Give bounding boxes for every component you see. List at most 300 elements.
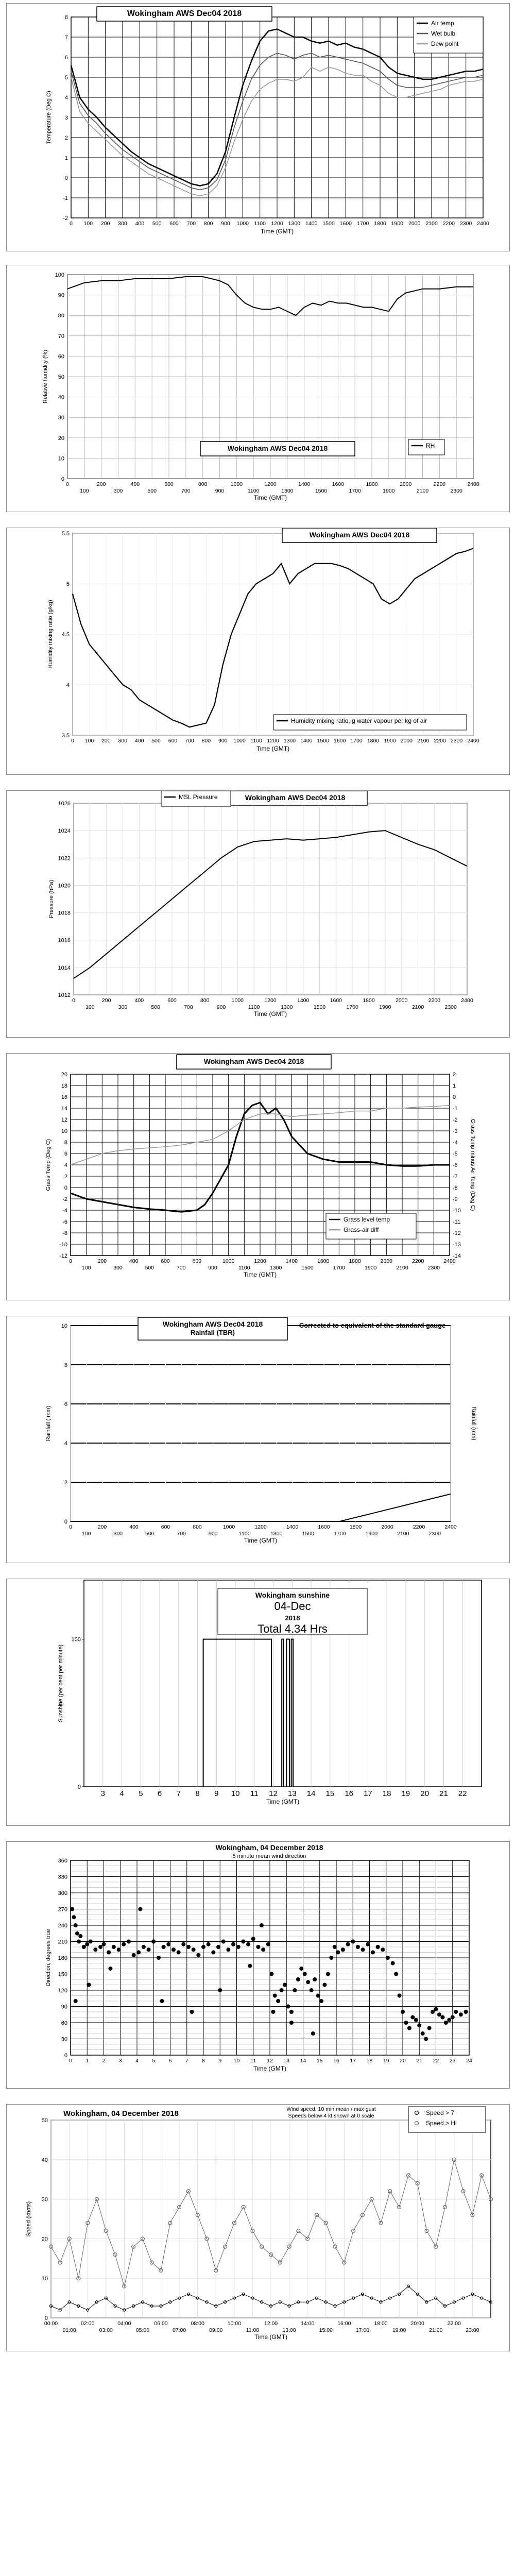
data-point [326,1972,330,1976]
data-point [386,1956,390,1960]
x-tick-label: 3 [118,2058,122,2064]
x-tick-label: 1100 [238,1265,250,1271]
x-tick-label: 03:00 [99,2327,113,2333]
x-tick-label: 1400 [298,481,311,487]
y-tick-label: 1 [64,155,68,161]
x-tick-label: 4 [135,2058,139,2064]
y-tick-label: 100 [55,272,64,278]
data-point [311,2031,315,2036]
x-tick-label: 0 [70,221,73,227]
humidity-chart-panel [6,265,510,512]
x-tick-label: 2300 [444,1004,457,1010]
data-point [112,1945,116,1949]
y-tick-label: 4 [64,1440,67,1447]
x-tick-label: 1400 [300,738,313,744]
x-tick-label: 300 [118,1004,128,1010]
x-tick-label: 1800 [374,221,386,227]
x-tick-label: 400 [130,481,140,487]
data-point [136,1951,141,1955]
data-point [319,1999,323,2003]
data-point [401,2010,405,2014]
x-tick-label: 19 [401,1789,410,1798]
x-tick-label: 600 [161,1258,170,1264]
x-tick-label: 09:00 [209,2327,223,2333]
x-tick-label: 00:00 [44,2320,58,2327]
x-tick-label: 1400 [305,221,318,227]
x-tick-label: 6 [157,1789,162,1798]
data-point [404,2021,408,2025]
x-axis-label: Time (GMT) [253,1010,287,1018]
x-tick-label: 1700 [346,1004,358,1010]
x-tick-label: 300 [118,738,128,744]
x-tick-label: 500 [147,488,157,494]
x-tick-label: 400 [135,221,145,227]
wind-direction-chart [7,1842,509,2088]
y-tick-label: 2 [64,135,68,141]
data-point [427,2026,432,2030]
x-tick-label: 10 [231,1789,240,1798]
data-point [447,2018,451,2022]
x-tick-label: 900 [215,488,225,494]
y-tick-label: 150 [58,1971,67,1978]
y-tick-label: 8 [64,14,68,21]
chart-subtitle: Rainfall (TBR) [191,1329,235,1336]
legend-label: Grass-air diff [344,1226,379,1233]
y-right-tick-label: -4 [453,1140,458,1146]
data-point [303,1972,307,1976]
y-tick-label: 14 [61,1106,67,1112]
y-right-axis-label: Grass Temp minus Air Temp (Deg C) [470,1118,476,1211]
x-tick-label: 3 [100,1789,105,1798]
x-tick-label: 1 [85,2058,89,2064]
x-tick-label: 500 [151,1004,160,1010]
rainfall-chart [7,1316,509,1563]
data-point [151,1940,156,1944]
x-tick-label: 1000 [231,997,244,1004]
data-point [147,1947,151,1952]
x-tick-label: 08:00 [191,2320,204,2327]
x-tick-label: 02:00 [81,2320,95,2327]
x-tick-label: 2400 [443,1258,456,1264]
data-point [437,2012,441,2016]
y-right-tick-label: -1 [453,1106,458,1112]
data-point [107,1951,111,1955]
x-tick-label: 0 [71,738,74,744]
data-point [266,1942,270,1946]
x-tick-label: 2100 [411,1004,424,1010]
x-tick-label: 900 [221,221,230,227]
x-tick-label: 800 [198,481,208,487]
y-right-tick-label: -11 [453,1219,461,1225]
data-point [283,1983,287,1987]
x-tick-label: 2100 [397,1531,409,1537]
x-tick-label: 2000 [400,738,413,744]
x-tick-label: 1300 [288,221,301,227]
chart-title: Wokingham AWS Dec04 2018 [309,531,410,539]
x-tick-label: 0 [69,1258,72,1264]
y-tick-label: 10 [58,455,64,462]
legend-label: Speed > 7 [426,2109,455,2116]
y-right-tick-label: -6 [453,1162,458,1168]
data-point [192,1947,196,1952]
x-tick-label: 700 [181,488,191,494]
y-tick-label: 60 [58,353,64,360]
data-point [280,1988,284,1992]
data-point [444,2021,448,2025]
data-point [122,1942,126,1946]
x-tick-label: 23:00 [466,2327,479,2333]
y-tick-label: -8 [62,1230,67,1236]
year-label: 2018 [285,1614,300,1622]
y-tick-label: 300 [58,1890,67,1896]
x-axis-label: Time (GMT) [260,228,294,235]
y-tick-label: 3.5 [61,733,70,739]
x-tick-label: 6 [168,2058,172,2064]
x-tick-label: 2100 [425,221,438,227]
data-point [421,2031,425,2036]
y-axis-label: Direction, degrees true [45,1929,52,1987]
total-label: Total 4.34 Hrs [258,1622,328,1635]
x-tick-label: 1100 [248,1004,260,1010]
data-point [424,2037,428,2041]
data-point [306,1980,310,1984]
chart-annotation: Corrected to equivalent of the standard gauge [299,1321,446,1329]
data-point [361,1947,365,1952]
y-right-tick-label: 1 [453,1083,456,1089]
sunshine-chart-panel [6,1579,510,1826]
data-point [201,1945,205,1949]
x-axis-label: Time (GMT) [256,745,290,752]
x-tick-label: 04:00 [117,2320,131,2327]
y-tick-label: -6 [62,1219,67,1225]
y-tick-label: 0 [64,1185,67,1191]
x-tick-label: 1600 [333,738,346,744]
data-point [226,1947,230,1952]
x-tick-label: 1100 [254,221,266,227]
x-axis-label: Time (GMT) [244,1537,278,1544]
y-tick-label: 80 [58,313,64,319]
x-tick-label: 15 [325,1789,335,1798]
x-tick-label: 700 [186,221,196,227]
data-point [454,2010,458,2014]
legend-label: MSL Pressure [179,793,218,801]
y-tick-label: 90 [58,292,64,299]
y-axis-label: Temperature (Deg C) [46,91,52,144]
data-point [289,2010,294,2014]
x-tick-label: 1700 [349,488,361,494]
x-tick-label: 1900 [365,1531,377,1537]
x-tick-label: 200 [97,1258,107,1264]
x-tick-label: 200 [101,997,111,1004]
y-tick-label: 40 [41,2157,48,2163]
x-tick-label: 2200 [442,221,455,227]
y-tick-label: -12 [59,1253,67,1259]
y-axis-label: Speed (knots) [26,2201,32,2237]
x-tick-label: 1900 [391,221,404,227]
x-tick-label: 600 [164,481,174,487]
data-point [102,1942,106,1946]
data-point [251,1937,255,1941]
y-tick-label: 30 [41,2196,48,2203]
x-tick-label: 06:00 [154,2320,168,2327]
x-tick-label: 500 [152,221,162,227]
y-tick-label: 0 [44,2315,48,2321]
data-point [407,2026,411,2030]
y-right-tick-label: -10 [453,1208,461,1214]
data-point [398,1994,402,1998]
legend-label: Dew point [431,40,459,47]
x-tick-label: 900 [208,1265,217,1271]
y-tick-label: 0 [64,2053,67,2059]
x-tick-label: 500 [145,1265,154,1271]
x-tick-label: 400 [129,1524,139,1530]
rainfall-chart-panel [6,1316,510,1563]
legend-label: Wet bulb [431,30,456,37]
x-tick-label: 1400 [286,1524,299,1530]
x-tick-label: 800 [203,221,213,227]
grass-temp-chart-panel [6,1053,510,1300]
x-tick-label: 1900 [379,1004,391,1010]
data-point [261,1947,265,1952]
x-tick-label: 2000 [408,221,421,227]
data-point [246,1942,250,1946]
x-tick-label: 1500 [301,1265,314,1271]
y-axis-label: Sunshine (per cent per minute) [58,1644,64,1723]
y-tick-label: 240 [58,1923,67,1929]
x-axis-label: Time (GMT) [253,494,287,501]
x-tick-label: 700 [185,738,194,744]
y-tick-label: 2 [64,1480,67,1486]
x-tick-label: 1100 [247,488,260,494]
x-tick-label: 11 [250,2058,256,2064]
data-point [269,1972,273,1976]
x-tick-label: 1200 [264,997,277,1004]
x-tick-label: 800 [200,997,210,1004]
chart-subtitle: 5 minute mean wind direction [232,1853,306,1859]
data-point [70,1907,74,1911]
data-point [366,1942,370,1946]
data-point [434,2007,438,2011]
x-tick-label: 1300 [269,1265,282,1271]
data-point [451,2015,455,2020]
x-tick-label: 18:00 [374,2320,388,2327]
y-axis-label: Grass Temp (Deg C) [45,1139,52,1191]
x-tick-label: 700 [177,1531,186,1537]
data-point [313,1977,317,1981]
x-tick-label: 21 [416,2058,423,2064]
date-label: 04-Dec [274,1600,311,1613]
x-tick-label: 1800 [349,1524,362,1530]
y-tick-label: 5 [64,75,68,81]
x-tick-label: 22:00 [447,2320,461,2327]
x-tick-label: 100 [81,1531,91,1537]
y-tick-label: 4 [64,1162,67,1168]
data-point [218,1988,222,1992]
x-tick-label: 900 [208,1531,218,1537]
x-tick-label: 2400 [467,481,479,487]
x-tick-label: 1800 [366,481,378,487]
y-tick-label: 30 [61,2036,67,2043]
y-tick-label: 4.5 [61,632,70,638]
x-tick-label: 1400 [285,1258,298,1264]
x-tick-label: 17:00 [355,2327,370,2333]
x-tick-label: 100 [81,1265,91,1271]
x-tick-label: 8 [195,1789,200,1798]
x-tick-label: 200 [100,221,110,227]
x-tick-label: 5 [139,1789,143,1798]
x-tick-label: 200 [96,481,106,487]
humidity-chart [7,265,509,512]
data-point [138,1907,142,1911]
y-tick-label: -4 [62,1208,67,1214]
y-tick-label: 4 [66,682,70,688]
x-tick-label: 600 [169,221,179,227]
x-tick-label: 200 [97,1524,107,1530]
x-tick-label: 16 [345,1789,354,1798]
x-tick-label: 2400 [461,997,473,1004]
y-tick-label: 30 [58,415,64,421]
data-point [336,1951,340,1955]
data-point [310,1988,314,1992]
data-point [333,1945,337,1949]
y-tick-label: -2 [63,215,68,222]
data-point [322,1983,327,1987]
data-point [371,1951,375,1955]
x-tick-label: 13:00 [282,2327,296,2333]
x-tick-label: 13 [288,1789,297,1798]
x-tick-label: 800 [192,1258,202,1264]
x-tick-label: 1200 [254,1258,266,1264]
y-tick-label: 70 [58,333,64,340]
y-tick-label: 7 [64,35,68,41]
x-tick-label: 5 [152,2058,156,2064]
data-point [276,1999,280,2003]
x-tick-label: 21 [439,1789,448,1798]
x-tick-label: 900 [216,1004,226,1010]
x-tick-label: 1500 [322,221,335,227]
y-tick-label: 10 [61,1323,67,1329]
chart-title: Wokingham AWS Dec04 2018 [127,9,242,18]
x-tick-label: 0 [72,997,75,1004]
x-tick-label: 2300 [427,1265,440,1271]
y-tick-label: 0 [64,1519,67,1525]
x-tick-label: 9 [214,1789,219,1798]
y-tick-label: 5.5 [61,531,70,537]
y-tick-label: 5 [66,581,70,587]
data-point [211,1951,215,1955]
x-tick-label: 2200 [428,997,441,1004]
y-right-tick-label: -2 [453,1117,458,1123]
data-point [93,1947,97,1952]
y-tick-label: 210 [58,1939,67,1945]
y-tick-label: 1014 [58,964,71,971]
chart-note: Speeds below 4 kt shown at 0 scale [288,2113,374,2119]
y-tick-label: 180 [58,1955,67,1961]
y-tick-label: 50 [58,374,64,380]
x-tick-label: 400 [129,1258,139,1264]
x-tick-label: 1600 [318,1524,330,1530]
data-point [77,1940,81,1944]
data-point [316,1994,320,1998]
y-right-tick-label: -7 [453,1174,458,1180]
x-tick-label: 14 [306,1789,316,1798]
x-tick-label: 300 [118,221,127,227]
y-tick-label: 20 [58,435,64,442]
x-tick-label: 22 [433,2058,439,2064]
data-point [431,2010,435,2014]
data-point [157,1956,161,1960]
y-tick-label: 6 [64,1401,67,1408]
x-tick-label: 2200 [413,1524,425,1530]
y-tick-label: 3 [64,115,68,121]
x-tick-label: 05:00 [135,2327,150,2333]
x-tick-label: 20 [400,2058,406,2064]
y-tick-label: 1018 [58,910,71,917]
x-tick-label: 2100 [417,738,430,744]
y-tick-label: 50 [41,2117,48,2124]
pressure-chart-panel [6,790,510,1038]
x-tick-label: 0 [66,481,69,487]
x-tick-label: 20 [420,1789,430,1798]
x-tick-label: 1500 [302,1531,314,1537]
data-point [74,1999,78,2003]
y-tick-label: 12 [61,1117,67,1123]
legend-label: RH [426,442,435,449]
x-tick-label: 1600 [339,221,352,227]
chart-title: Wokingham, 04 December 2018 [63,2109,179,2118]
x-tick-label: 1300 [283,738,296,744]
y-tick-label: 4 [64,95,68,101]
x-tick-label: 400 [134,997,144,1004]
x-tick-label: 100 [80,488,89,494]
wind-speed-chart-panel [6,2104,510,2351]
x-tick-label: 1900 [383,488,395,494]
x-tick-label: 11 [250,1789,259,1798]
y-tick-label: 1012 [58,992,71,998]
legend-label: Air temp [431,20,454,27]
x-tick-label: 16 [333,2058,339,2064]
data-point [410,2015,415,2020]
x-tick-label: 7 [176,1789,181,1798]
data-point [85,1942,89,1946]
data-point [391,1961,395,1965]
data-point [356,1945,360,1949]
data-point [207,1942,211,1946]
data-point [82,1945,86,1949]
x-tick-label: 1000 [222,1258,235,1264]
x-tick-label: 13 [283,2058,290,2064]
x-tick-label: 12 [267,2058,273,2064]
y-tick-label: 0 [77,1784,81,1790]
x-tick-label: 17 [350,2058,356,2064]
chart-title: Wokingham sunshine [255,1591,330,1599]
x-axis-label: Time (GMT) [243,1271,277,1278]
x-tick-label: 1500 [317,738,329,744]
x-tick-label: 7 [185,2058,188,2064]
x-tick-label: 1700 [350,738,363,744]
chart-title: Wokingham AWS Dec04 2018 [245,793,346,802]
y-tick-label: 0 [61,476,64,482]
data-point [160,1999,164,2003]
chart-title: Wokingham AWS Dec04 2018 [203,1057,304,1065]
y-tick-label: 0 [64,175,68,181]
temperature-chart [7,4,509,251]
x-tick-label: 300 [113,488,123,494]
y-tick-label: 20 [41,2236,48,2243]
x-tick-label: 1100 [238,1531,251,1537]
x-tick-label: 1600 [330,997,342,1004]
data-point [260,1923,264,1927]
